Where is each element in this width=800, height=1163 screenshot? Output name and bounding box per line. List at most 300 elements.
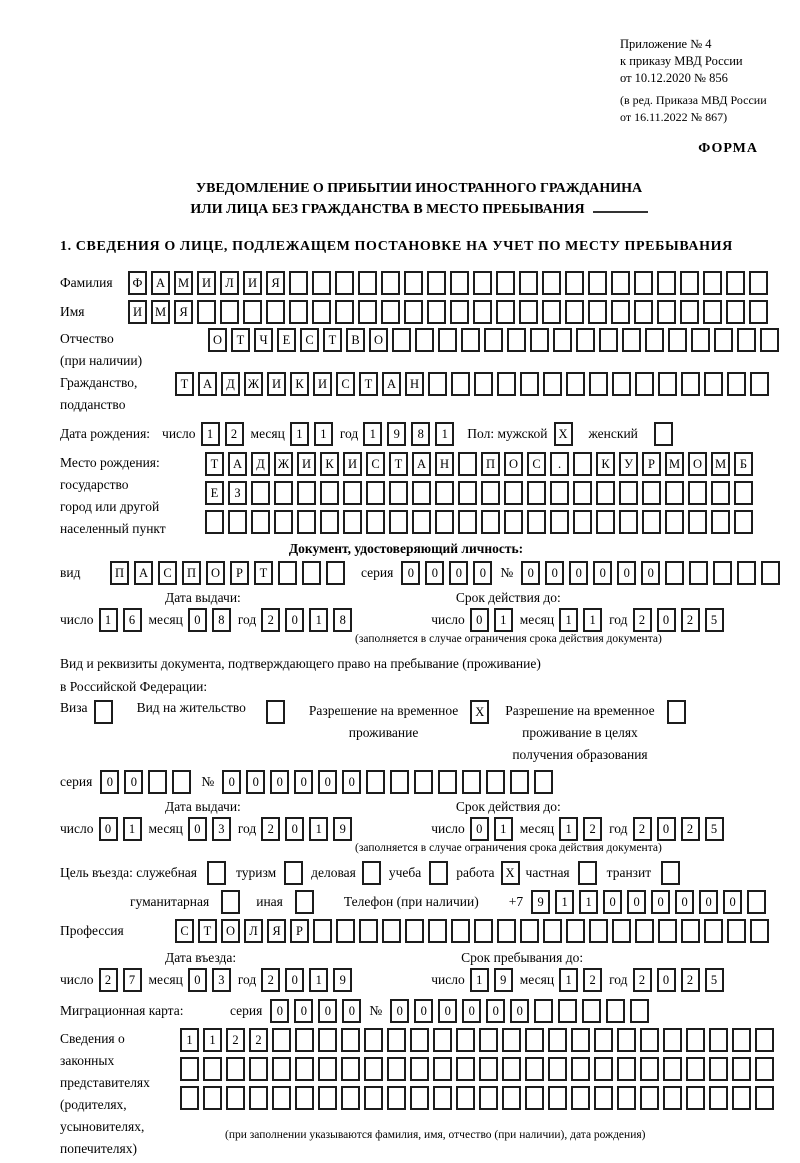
char-cell[interactable] [747,890,766,914]
char-cell[interactable]: 5 [705,968,724,992]
char-cell[interactable]: 1 [290,422,309,446]
char-cell[interactable] [343,510,362,534]
char-cell[interactable]: М [174,271,193,295]
char-cell[interactable] [366,481,385,505]
char-cell[interactable] [634,300,653,324]
char-cell[interactable]: 0 [285,608,304,632]
char-cell[interactable] [359,919,378,943]
char-cell[interactable] [249,1057,268,1081]
char-cell[interactable]: Ж [244,372,263,396]
char-cell[interactable]: 9 [333,968,352,992]
char-cell[interactable]: 5 [705,817,724,841]
char-cell[interactable] [594,1028,613,1052]
char-cell[interactable] [433,1057,452,1081]
char-cell[interactable] [617,1028,636,1052]
char-cell[interactable]: 1 [309,817,328,841]
char-cell[interactable] [435,481,454,505]
char-cell[interactable]: Л [244,919,263,943]
char-cell[interactable] [272,1086,291,1110]
char-cell[interactable] [220,300,239,324]
char-cell[interactable]: 1 [579,890,598,914]
char-cell[interactable] [576,328,595,352]
char-cell[interactable] [272,1028,291,1052]
char-cell[interactable]: 0 [294,770,313,794]
char-cell[interactable] [414,770,433,794]
char-cell[interactable]: 0 [99,817,118,841]
char-cell[interactable] [640,1057,659,1081]
char-cell[interactable]: Я [266,271,285,295]
char-cell[interactable] [732,1028,751,1052]
char-cell[interactable]: 1 [470,968,489,992]
char-cell[interactable]: 0 [545,561,564,585]
char-cell[interactable] [295,1057,314,1081]
char-cell[interactable] [481,481,500,505]
char-cell[interactable]: Д [221,372,240,396]
char-cell[interactable] [520,919,539,943]
char-cell[interactable] [381,300,400,324]
char-cell[interactable] [617,1057,636,1081]
char-cell[interactable]: И [128,300,147,324]
char-cell[interactable]: А [151,271,170,295]
char-cell[interactable]: 0 [593,561,612,585]
char-cell[interactable] [366,510,385,534]
char-cell[interactable] [320,481,339,505]
char-cell[interactable] [542,271,561,295]
char-cell[interactable]: 0 [449,561,468,585]
char-cell[interactable] [548,1086,567,1110]
char-cell[interactable] [484,328,503,352]
char-cell[interactable] [582,999,601,1023]
char-cell[interactable]: 1 [201,422,220,446]
char-cell[interactable]: 2 [633,968,652,992]
char-cell[interactable] [727,372,746,396]
char-cell[interactable]: Р [290,919,309,943]
char-cell[interactable] [496,300,515,324]
char-cell[interactable]: 0 [657,608,676,632]
char-cell[interactable] [504,481,523,505]
char-cell[interactable] [558,999,577,1023]
char-cell[interactable] [295,1028,314,1052]
char-cell[interactable]: 1 [99,608,118,632]
char-cell[interactable] [266,300,285,324]
char-cell[interactable]: Л [220,271,239,295]
char-cell[interactable]: И [197,271,216,295]
char-cell[interactable]: 0 [470,608,489,632]
char-cell[interactable]: 0 [188,968,207,992]
char-cell[interactable] [410,1028,429,1052]
char-cell[interactable] [565,300,584,324]
char-cell[interactable]: 1 [309,608,328,632]
char-cell[interactable]: С [336,372,355,396]
char-cell[interactable] [611,300,630,324]
char-cell[interactable]: 0 [699,890,718,914]
char-cell[interactable] [458,452,477,476]
char-cell[interactable]: 2 [261,817,280,841]
char-cell[interactable] [704,919,723,943]
char-cell[interactable] [502,1086,521,1110]
char-cell[interactable]: Т [323,328,342,352]
char-cell[interactable] [548,1028,567,1052]
char-cell[interactable] [619,481,638,505]
char-cell[interactable] [404,300,423,324]
char-cell[interactable] [573,510,592,534]
char-cell[interactable]: Д [251,452,270,476]
char-cell[interactable]: 0 [641,561,660,585]
char-cell[interactable] [686,1086,705,1110]
char-cell[interactable] [550,481,569,505]
char-cell[interactable] [295,890,314,914]
char-cell[interactable] [502,1057,521,1081]
char-cell[interactable] [405,919,424,943]
char-cell[interactable] [336,919,355,943]
char-cell[interactable]: О [688,452,707,476]
char-cell[interactable] [474,919,493,943]
char-cell[interactable]: П [182,561,201,585]
char-cell[interactable] [749,271,768,295]
char-cell[interactable]: 2 [261,968,280,992]
char-cell[interactable]: О [221,919,240,943]
char-cell[interactable] [734,481,753,505]
char-cell[interactable]: 0 [470,817,489,841]
char-cell[interactable]: 9 [333,817,352,841]
char-cell[interactable] [312,300,331,324]
char-cell[interactable]: 0 [246,770,265,794]
char-cell[interactable] [389,481,408,505]
char-cell[interactable] [302,561,321,585]
char-cell[interactable]: 0 [414,999,433,1023]
char-cell[interactable]: 1 [203,1028,222,1052]
char-cell[interactable]: 0 [425,561,444,585]
char-cell[interactable]: 0 [473,561,492,585]
char-cell[interactable] [249,1086,268,1110]
char-cell[interactable]: 6 [123,608,142,632]
char-cell[interactable] [755,1086,774,1110]
char-cell[interactable] [180,1086,199,1110]
char-cell[interactable]: К [596,452,615,476]
char-cell[interactable]: 1 [180,1028,199,1052]
char-cell[interactable] [358,300,377,324]
char-cell[interactable]: И [313,372,332,396]
char-cell[interactable]: X [554,422,573,446]
char-cell[interactable]: 2 [225,422,244,446]
char-cell[interactable] [450,271,469,295]
char-cell[interactable] [382,919,401,943]
char-cell[interactable] [226,1057,245,1081]
char-cell[interactable] [318,1028,337,1052]
char-cell[interactable] [686,1028,705,1052]
char-cell[interactable] [542,300,561,324]
char-cell[interactable] [571,1057,590,1081]
char-cell[interactable] [711,510,730,534]
char-cell[interactable]: 9 [494,968,513,992]
char-cell[interactable]: Я [174,300,193,324]
char-cell[interactable] [226,1086,245,1110]
char-cell[interactable]: 8 [212,608,231,632]
char-cell[interactable] [667,700,686,724]
char-cell[interactable]: 0 [510,999,529,1023]
char-cell[interactable] [456,1057,475,1081]
char-cell[interactable]: А [134,561,153,585]
char-cell[interactable] [635,372,654,396]
char-cell[interactable]: 0 [222,770,241,794]
char-cell[interactable]: 0 [270,999,289,1023]
char-cell[interactable]: О [208,328,227,352]
char-cell[interactable]: Б [734,452,753,476]
char-cell[interactable] [663,1086,682,1110]
char-cell[interactable]: Р [642,452,661,476]
char-cell[interactable] [197,300,216,324]
char-cell[interactable] [525,1028,544,1052]
char-cell[interactable]: Е [277,328,296,352]
char-cell[interactable] [312,271,331,295]
char-cell[interactable]: 2 [681,608,700,632]
char-cell[interactable] [221,890,240,914]
char-cell[interactable]: 9 [387,422,406,446]
char-cell[interactable]: 9 [531,890,550,914]
char-cell[interactable]: Т [359,372,378,396]
char-cell[interactable] [703,300,722,324]
char-cell[interactable] [755,1028,774,1052]
char-cell[interactable] [681,919,700,943]
char-cell[interactable] [657,300,676,324]
char-cell[interactable] [571,1028,590,1052]
char-cell[interactable] [341,1086,360,1110]
char-cell[interactable] [680,271,699,295]
char-cell[interactable] [661,861,680,885]
char-cell[interactable] [507,328,526,352]
char-cell[interactable] [565,271,584,295]
char-cell[interactable] [665,481,684,505]
char-cell[interactable] [243,300,262,324]
char-cell[interactable] [462,770,481,794]
char-cell[interactable] [619,510,638,534]
char-cell[interactable]: Ф [128,271,147,295]
char-cell[interactable] [596,510,615,534]
char-cell[interactable] [479,1086,498,1110]
char-cell[interactable] [387,1086,406,1110]
char-cell[interactable] [427,300,446,324]
char-cell[interactable] [203,1057,222,1081]
char-cell[interactable]: 2 [249,1028,268,1052]
char-cell[interactable] [412,481,431,505]
char-cell[interactable]: 0 [285,817,304,841]
char-cell[interactable]: Т [198,919,217,943]
char-cell[interactable] [617,1086,636,1110]
char-cell[interactable] [278,561,297,585]
char-cell[interactable]: 0 [285,968,304,992]
char-cell[interactable]: 1 [123,817,142,841]
char-cell[interactable] [657,271,676,295]
char-cell[interactable] [703,271,722,295]
char-cell[interactable]: О [504,452,523,476]
char-cell[interactable] [320,510,339,534]
char-cell[interactable]: 1 [559,608,578,632]
char-cell[interactable]: Н [435,452,454,476]
char-cell[interactable]: П [481,452,500,476]
char-cell[interactable] [530,328,549,352]
char-cell[interactable] [390,770,409,794]
char-cell[interactable] [479,1057,498,1081]
char-cell[interactable]: 0 [188,608,207,632]
char-cell[interactable] [630,999,649,1023]
char-cell[interactable] [573,481,592,505]
char-cell[interactable]: О [206,561,225,585]
char-cell[interactable] [594,1057,613,1081]
char-cell[interactable] [589,372,608,396]
char-cell[interactable] [272,1057,291,1081]
char-cell[interactable] [458,510,477,534]
char-cell[interactable] [520,372,539,396]
char-cell[interactable] [737,328,756,352]
char-cell[interactable]: 0 [521,561,540,585]
char-cell[interactable] [473,271,492,295]
char-cell[interactable] [343,481,362,505]
char-cell[interactable]: Т [205,452,224,476]
char-cell[interactable] [589,919,608,943]
char-cell[interactable]: А [382,372,401,396]
char-cell[interactable]: Е [205,481,224,505]
char-cell[interactable]: . [550,452,569,476]
char-cell[interactable] [289,300,308,324]
char-cell[interactable] [527,481,546,505]
char-cell[interactable] [612,919,631,943]
char-cell[interactable]: 0 [438,999,457,1023]
char-cell[interactable] [297,510,316,534]
char-cell[interactable] [451,919,470,943]
char-cell[interactable]: 3 [212,968,231,992]
char-cell[interactable] [479,1028,498,1052]
char-cell[interactable] [428,919,447,943]
char-cell[interactable] [709,1086,728,1110]
char-cell[interactable]: О [369,328,388,352]
char-cell[interactable]: И [267,372,286,396]
char-cell[interactable] [427,271,446,295]
char-cell[interactable] [358,271,377,295]
char-cell[interactable] [497,919,516,943]
char-cell[interactable] [362,861,381,885]
char-cell[interactable]: 2 [681,968,700,992]
char-cell[interactable] [435,510,454,534]
char-cell[interactable]: И [297,452,316,476]
char-cell[interactable] [389,510,408,534]
char-cell[interactable]: Ч [254,328,273,352]
char-cell[interactable]: 0 [342,770,361,794]
char-cell[interactable]: 0 [100,770,119,794]
char-cell[interactable] [566,372,585,396]
char-cell[interactable] [714,328,733,352]
char-cell[interactable] [172,770,191,794]
char-cell[interactable] [599,328,618,352]
char-cell[interactable]: А [412,452,431,476]
char-cell[interactable] [381,271,400,295]
char-cell[interactable] [412,510,431,534]
char-cell[interactable]: 0 [318,770,337,794]
char-cell[interactable] [726,300,745,324]
char-cell[interactable] [665,510,684,534]
char-cell[interactable] [429,861,448,885]
char-cell[interactable] [750,919,769,943]
char-cell[interactable] [711,481,730,505]
char-cell[interactable]: 1 [363,422,382,446]
char-cell[interactable]: А [228,452,247,476]
char-cell[interactable]: У [619,452,638,476]
char-cell[interactable]: 2 [633,608,652,632]
char-cell[interactable]: 1 [559,817,578,841]
char-cell[interactable] [284,861,303,885]
char-cell[interactable] [341,1057,360,1081]
char-cell[interactable] [686,1057,705,1081]
char-cell[interactable] [665,561,684,585]
char-cell[interactable] [750,372,769,396]
char-cell[interactable] [207,861,226,885]
char-cell[interactable]: 0 [318,999,337,1023]
char-cell[interactable] [450,300,469,324]
char-cell[interactable] [410,1086,429,1110]
char-cell[interactable] [534,999,553,1023]
char-cell[interactable] [496,271,515,295]
char-cell[interactable] [497,372,516,396]
char-cell[interactable] [571,1086,590,1110]
char-cell[interactable]: 1 [555,890,574,914]
char-cell[interactable] [525,1057,544,1081]
char-cell[interactable]: М [711,452,730,476]
char-cell[interactable]: И [343,452,362,476]
char-cell[interactable] [289,271,308,295]
char-cell[interactable]: 0 [270,770,289,794]
char-cell[interactable] [525,1086,544,1110]
char-cell[interactable] [681,372,700,396]
char-cell[interactable] [527,510,546,534]
char-cell[interactable]: 1 [559,968,578,992]
char-cell[interactable] [761,561,780,585]
char-cell[interactable] [642,510,661,534]
char-cell[interactable] [658,919,677,943]
char-cell[interactable] [709,1028,728,1052]
char-cell[interactable] [266,700,285,724]
char-cell[interactable] [458,481,477,505]
char-cell[interactable] [456,1086,475,1110]
char-cell[interactable] [504,510,523,534]
char-cell[interactable] [335,271,354,295]
char-cell[interactable]: 0 [617,561,636,585]
char-cell[interactable] [606,999,625,1023]
char-cell[interactable] [732,1086,751,1110]
char-cell[interactable]: Т [254,561,273,585]
char-cell[interactable] [387,1028,406,1052]
char-cell[interactable] [313,919,332,943]
char-cell[interactable] [689,561,708,585]
char-cell[interactable] [335,300,354,324]
char-cell[interactable]: 0 [124,770,143,794]
char-cell[interactable]: Н [405,372,424,396]
char-cell[interactable]: 0 [651,890,670,914]
char-cell[interactable] [473,300,492,324]
char-cell[interactable] [749,300,768,324]
char-cell[interactable]: 0 [486,999,505,1023]
char-cell[interactable] [364,1028,383,1052]
char-cell[interactable]: А [198,372,217,396]
char-cell[interactable] [297,481,316,505]
char-cell[interactable] [713,561,732,585]
char-cell[interactable] [727,919,746,943]
char-cell[interactable] [688,510,707,534]
char-cell[interactable]: Т [389,452,408,476]
char-cell[interactable]: К [320,452,339,476]
char-cell[interactable] [474,372,493,396]
char-cell[interactable]: 0 [390,999,409,1023]
char-cell[interactable] [451,372,470,396]
char-cell[interactable] [461,328,480,352]
